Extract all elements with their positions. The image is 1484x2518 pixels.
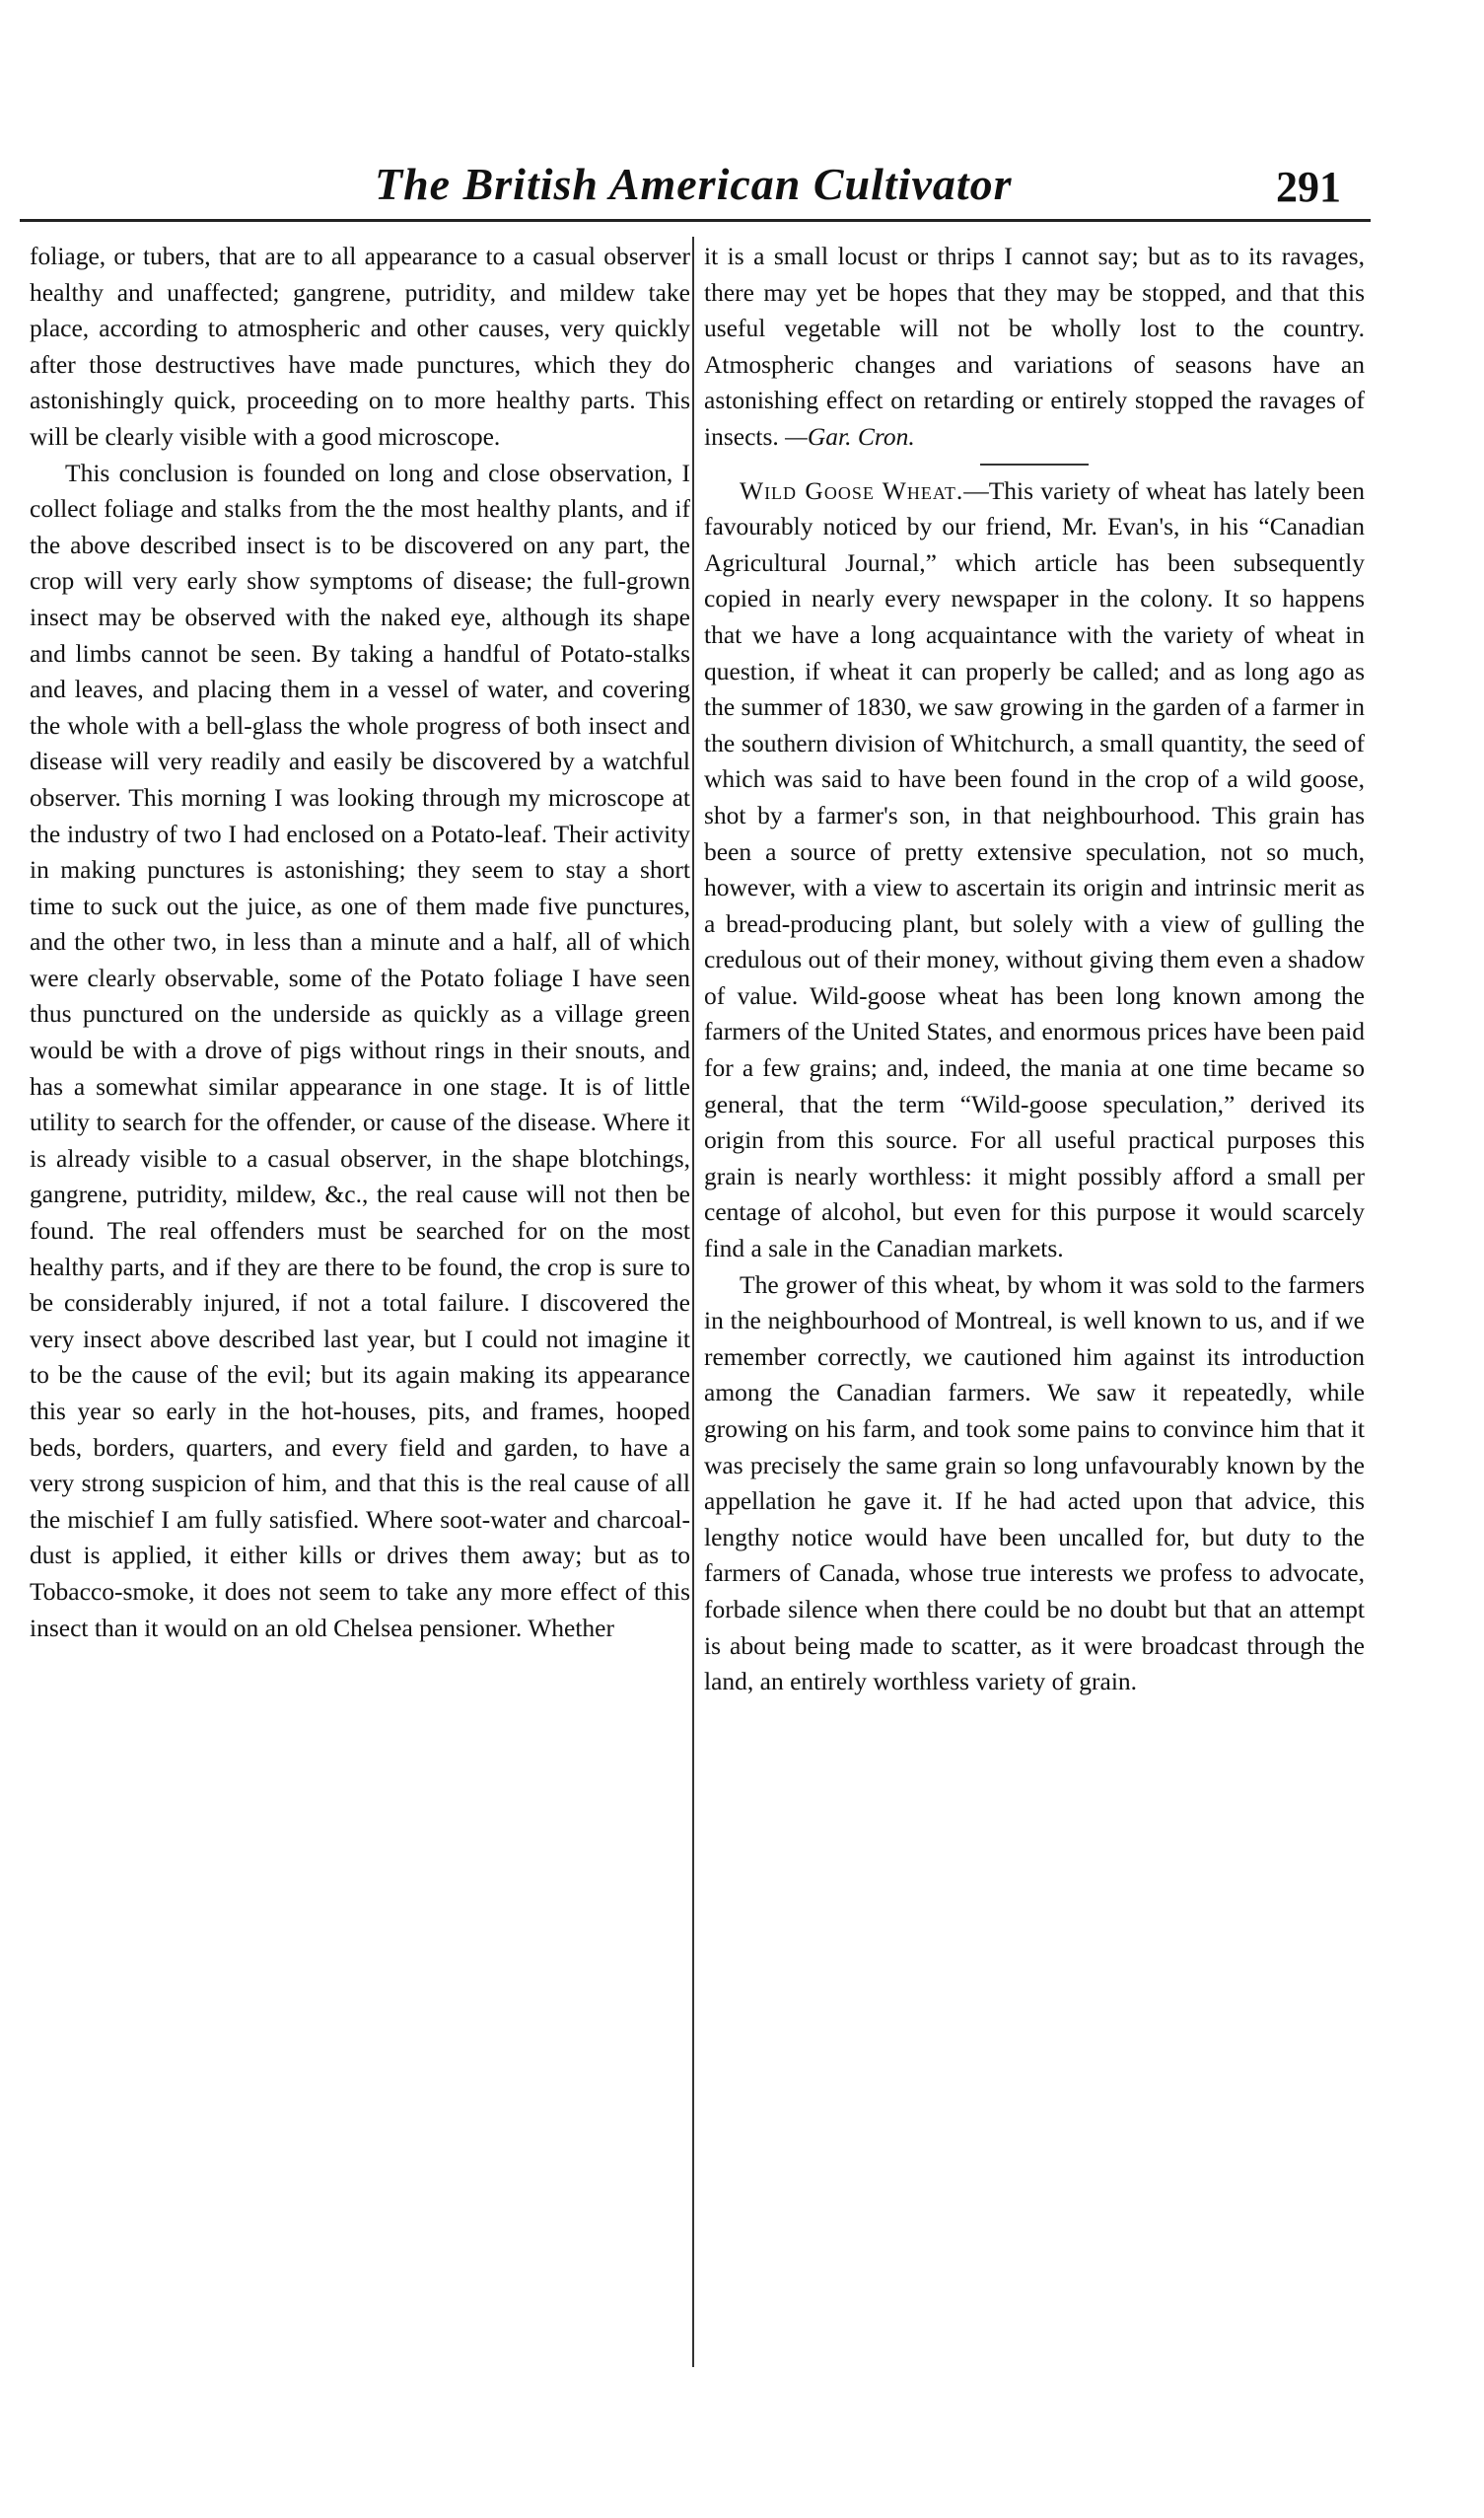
right-column (704, 239, 1365, 1700)
header-rule (20, 219, 1371, 222)
source-signature: —Gar. Cron. (785, 421, 915, 451)
page-header (237, 158, 1380, 219)
right-paragraph-1-text: it is a small locust or thrips I cannot say; but as to its ravages, there may yet be hopes that they may be stopped, and that this useful vegetable will not be wholly lost to the country. Atmospheric changes and variations of seasons have an astonishing effect on retarding or entirely stopped the ravages of insects. (704, 242, 1365, 451)
right-paragraph-1 (704, 239, 1365, 456)
article-heading: Wild Goose Wheat. (740, 475, 964, 505)
left-column (30, 239, 690, 1646)
left-paragraph-2: This conclusion is founded on long and close observation, I collect foliage and stalks from the the most healthy plants, and if the above described insect is to be discovered on any part, the crop will very early show symptoms of disease; the full-grown insect may be observed with the naked eye, although its shape and limbs cannot be seen. By taking a handful of Potato-stalks and leaves, and placing them in a vessel of water, and covering the whole with a bell-glass the whole progress of both insect and disease will very readily and easily be discovered by a watchful observer. This morning I was looking through my microscope at the industry of two I had enclosed on a Potato-leaf. Their activity in making punctures is astonishing; they seem to stay a short time to suck out the juice, as one of them made five punctures, and the other two, in less than a minute and a half, all of which were clearly observable, some of the Potato foliage I have seen thus punctured on the underside as quickly as a village green would be with a drove of pigs without rings in their snouts, and has a somewhat similar appearance in one stage. It is of little utility to search for the offender, or cause of the disease. Where it is already visible to a casual observer, in the shape blotchings, gangrene, putridity, mildew, &c., the real cause will not then be found. The real offenders must be searched for on the most healthy parts, and if they are there to be found, the crop is sure to be considerably injured, if not a total failure. I discovered the very insect above described last year, but I could not imagine it to be the cause of the evil; but its again making its appearance this year so early in the hot-houses, pits, and frames, hooped beds, borders, quarters, and every field and garden, to have a very strong suspicion of him, and that this is the real cause of all the mischief I am fully satisfied. Where soot-water and charcoal-dust is applied, it either kills or drives them away; but as to Tobacco-smoke, it does not seem to take any more effect of this insect than it would on an old Chelsea pensioner. Whether (30, 458, 690, 1642)
section-rule (980, 464, 1089, 466)
running-title: The British American Cultivator (375, 159, 1013, 209)
column-divider (692, 237, 694, 2367)
left-paragraph-1: foliage, or tubers, that are to all appearance to a casual observer healthy and unaffected; gangrene, putridity, and mildew take place, according to atmospheric and other causes, very quickly after those destructives have made punctures, which they do astonishingly quick, proceeding on to more healthy parts. This will be clearly visible with a good microscope. (30, 242, 690, 451)
right-paragraph-3: The grower of this wheat, by whom it was sold to the farmers in the neighbourhood of Montreal, is well known to us, and if we remember correctly, we cautioned him against its introduction among the Canadian farmers. We saw it repeatedly, while growing on his farm, and took some pains to convince him that it was precisely the same grain so long unfavourably known by the appellation he gave it. If he had acted upon that advice, this lengthy notice would have been uncalled for, but duty to the farmers of Canada, whose true interests we profess to advocate, forbade silence when there could be no doubt but that an attempt is about being made to scatter, as it were broadcast through the land, an entirely worthless variety of grain. (704, 1269, 1365, 1696)
page-number: 291 (1276, 163, 1341, 211)
right-paragraph-2-text: —This variety of wheat has lately been favourably noticed by our friend, Mr. Evan's, in his “Canadian Agricultural Journal,” which article has been subsequently copied in nearly every newspaper in the colony. It so happens that we have a long acquaintance with the variety of wheat in question, if wheat it can properly be called; and as long ago as the summer of 1830, we saw growing in the garden of a farmer in the southern division of Whitchurch, a small quantity, the seed of which was said to have been found in the crop of a wild goose, shot by a farmer's son, in that neighbourhood. This grain has been a source of pretty extensive speculation, not so much, however, with a view to ascertain its origin and intrinsic merit as a bread-producing plant, but solely with a view of gulling the credulous out of their money, without giving them even a shadow of value. Wild-goose wheat has been long known among the farmers of the United States, and enormous prices have been paid for a few grains; and, indeed, the mania at one time became so general, that the term “Wild-goose speculation,” derived its origin from this source. For all useful practical purposes this grain is nearly worthless: it might possibly afford a small per centage of alcohol, but even for this purpose it would scarcely find a sale in the Canadian markets. (704, 475, 1366, 1263)
right-paragraph-2 (704, 473, 1365, 1267)
